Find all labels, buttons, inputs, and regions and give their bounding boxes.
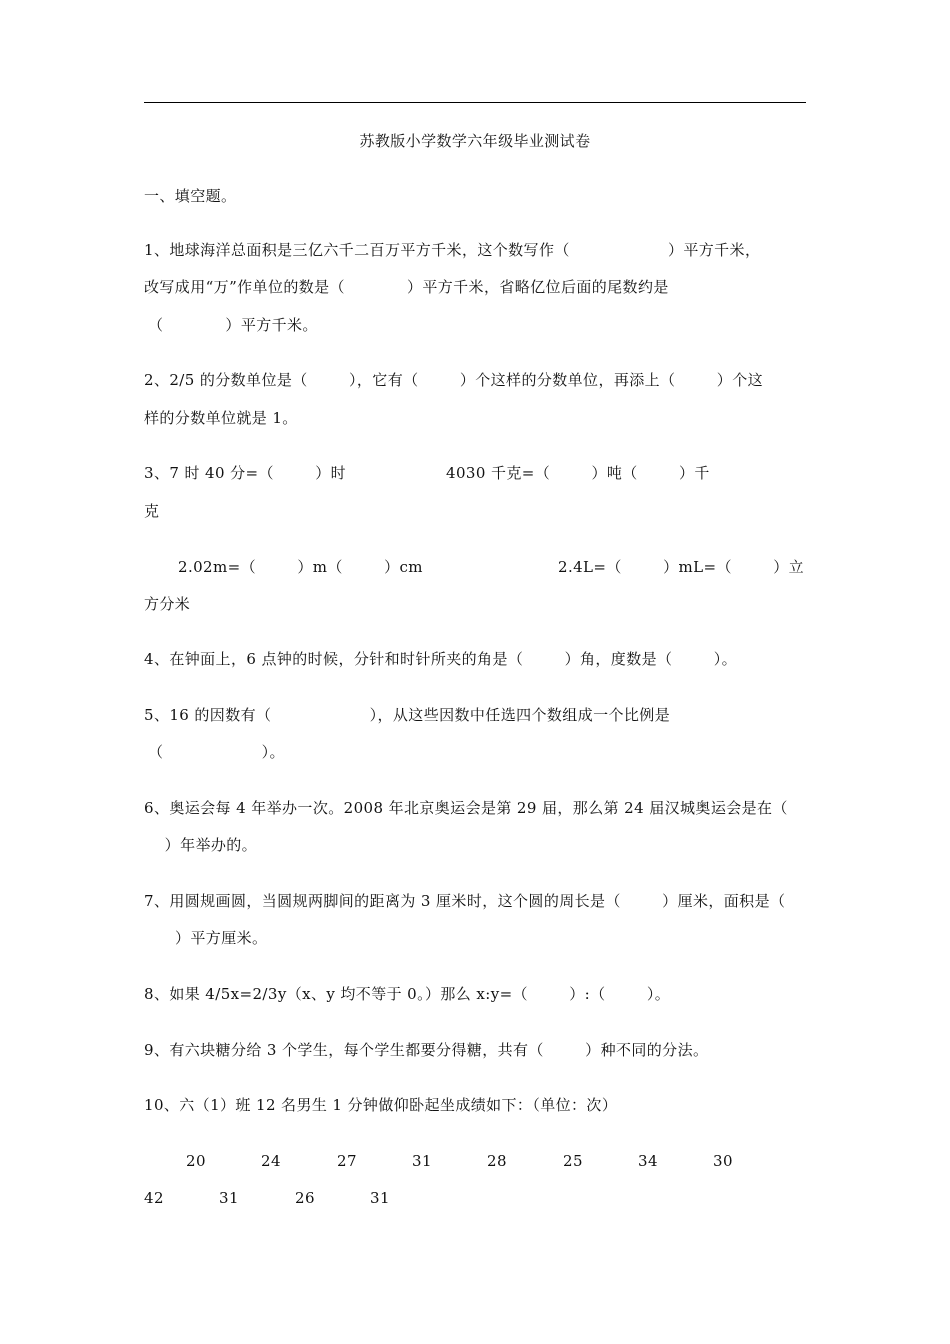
q3-volume: 2.4L=（ ）mL=（ ）立 <box>558 558 805 576</box>
score-value: 20 <box>186 1152 206 1170</box>
score-value: 28 <box>487 1152 507 1170</box>
q2-line2: 样的分数单位就是 1。 <box>144 409 298 427</box>
q6-line1: 6、奥运会每 4 年举办一次。2008 年北京奥运会是第 29 届，那么第 24 届汉城奥运会是在（ <box>144 799 788 817</box>
q10-line: 10、六（1）班 12 名男生 1 分钟做仰卧起坐成绩如下：（单位：次） <box>144 1096 618 1114</box>
q3-volume-cont: 方分米 <box>144 595 191 613</box>
q1-line1: 1、地球海洋总面积是三亿六千二百万平方千米，这个数写作（ ）平方千米， <box>144 241 761 259</box>
q1-line3: （ ）平方千米。 <box>148 316 318 334</box>
score-value: 30 <box>713 1152 733 1170</box>
q3-mass: 4030 千克=（ ）吨（ ）千 <box>446 464 710 482</box>
header-rule <box>144 102 806 103</box>
score-value: 31 <box>370 1189 390 1207</box>
q6-line2: ）年举办的。 <box>144 836 258 854</box>
q1-line2: 改写成用“万”作单位的数是（ ）平方千米，省略亿位后面的尾数约是 <box>144 278 669 296</box>
score-value: 34 <box>638 1152 658 1170</box>
score-value: 42 <box>144 1189 164 1207</box>
q4-line: 4、在钟面上，6 点钟的时候，分针和时针所夹的角是（ ）角，度数是（ ）。 <box>144 650 738 668</box>
q3-mass-cont: 克 <box>144 502 160 520</box>
score-value: 25 <box>563 1152 583 1170</box>
q3-time: 3、7 时 40 分=（ ）时 <box>144 464 346 482</box>
score-value: 31 <box>219 1189 239 1207</box>
section-heading: 一、填空题。 <box>144 187 237 205</box>
q9-line: 9、有六块糖分给 3 个学生，每个学生都要分得糖，共有（ ）种不同的分法。 <box>144 1041 709 1059</box>
q5-line2: （ ）。 <box>148 743 285 761</box>
q2-line1: 2、2/5 的分数单位是（ ），它有（ ）个这样的分数单位，再添上（ ）个这 <box>144 371 763 389</box>
score-value: 31 <box>412 1152 432 1170</box>
q7-line2: ）平方厘米。 <box>144 929 268 947</box>
q7-line1: 7、用圆规画圆，当圆规两脚间的距离为 3 厘米时，这个圆的周长是（ ）厘米，面积是（ <box>144 892 786 910</box>
page-title: 苏教版小学数学六年级毕业测试卷 <box>359 132 591 150</box>
score-value: 24 <box>261 1152 281 1170</box>
score-value: 27 <box>337 1152 357 1170</box>
q3-length: 2.02m=（ ）m（ ）cm <box>178 558 423 576</box>
q8-line: 8、如果 4/5x=2/3y（x、y 均不等于 0。）那么 x:y=（ ）:（ ）。 <box>144 985 671 1003</box>
q5-line1: 5、16 的因数有（ ），从这些因数中任选四个数组成一个比例是 <box>144 706 671 724</box>
score-value: 26 <box>295 1189 315 1207</box>
